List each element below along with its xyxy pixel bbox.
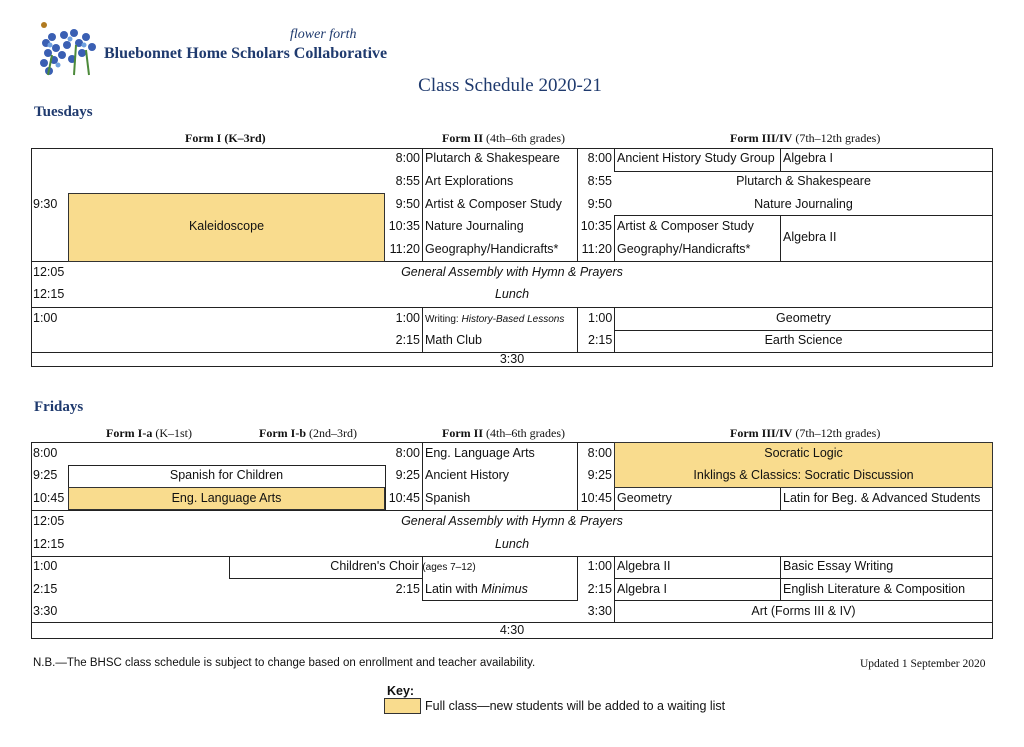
tue-lunch: Lunch	[494, 287, 530, 301]
fri-ela: Eng. Language Arts	[171, 491, 282, 505]
fri-art: Art (Forms III & IV)	[751, 604, 856, 618]
tue-f3-class: Ancient History Study Group	[617, 151, 775, 165]
tue-f3-earth: Earth Science	[764, 333, 843, 347]
tue-header-form3: Form III/IV (7th–12th grades)	[730, 131, 881, 145]
fri-f3-pm-time: 3:30	[587, 604, 612, 618]
tue-f2-pm-time: 2:15	[395, 333, 420, 347]
tue-end-time: 3:30	[499, 352, 525, 366]
tue-f2-time: 8:00	[395, 151, 420, 165]
fri-end-time: 4:30	[499, 623, 525, 637]
footer-note: N.B.—The BHSC class schedule is subject to change based on enrollment and teacher availability.	[33, 657, 536, 669]
fri-f3-time: 8:00	[587, 446, 612, 460]
tue-f2-class: Art Explorations	[425, 174, 514, 188]
fri-choir: Children's Choir (ages 7–12)	[330, 559, 476, 573]
tue-f3-pm-time: 1:00	[588, 311, 613, 325]
fri-header-form2: Form II (4th–6th grades)	[442, 426, 565, 440]
fri-pm-left-time: 1:00	[33, 559, 58, 573]
fri-socratic: Socratic Logic	[764, 446, 843, 460]
bluebonnet-logo	[34, 15, 114, 80]
key-swatch	[384, 698, 421, 714]
tue-header-form1: Form I (K–3rd)	[185, 131, 266, 145]
fri-lunch: Lunch	[494, 537, 530, 551]
fri-f3-time: 10:45	[580, 491, 612, 505]
tue-f3-class: Nature Journaling	[754, 197, 853, 211]
tue-f3-time: 8:55	[587, 174, 612, 188]
fri-left-time: 9:25	[33, 468, 58, 482]
tue-f3-time: 9:50	[587, 197, 612, 211]
tue-f3-class: Artist & Composer Study	[617, 219, 754, 233]
fri-assembly: General Assembly with Hymn & Prayers	[401, 514, 623, 528]
fri-f2-class: Eng. Language Arts	[425, 446, 535, 460]
tue-time-1215: 12:15	[33, 287, 65, 301]
fri-time-1215: 12:15	[33, 537, 65, 551]
fri-header-form1b: Form I-b (2nd–3rd)	[259, 426, 357, 440]
fri-header-form3: Form III/IV (7th–12th grades)	[730, 426, 881, 440]
tue-f2-class: Nature Journaling	[425, 219, 524, 233]
fri-f3-pm-time: 1:00	[587, 559, 612, 573]
tue-f2-writing: Writing: History-Based Lessons	[425, 314, 565, 325]
tue-f2-class: Artist & Composer Study	[425, 197, 562, 211]
fri-alg1: Algebra I	[617, 582, 668, 596]
tue-f3-time: 11:20	[581, 242, 612, 256]
fri-header-form1a: Form I-a (K–1st)	[106, 426, 192, 440]
fri-alg2: Algebra II	[617, 559, 671, 573]
day-heading-tuesdays: Tuesdays	[34, 104, 93, 120]
key-description: Full class—new students will be added to a waiting list	[425, 699, 726, 713]
tue-f3-geometry: Geometry	[776, 311, 831, 325]
tue-time-1205: 12:05	[33, 265, 65, 279]
tue-f3-time: 8:00	[587, 151, 612, 165]
fri-f2-pm-time: 2:15	[395, 582, 420, 596]
fri-f3-pm-time: 2:15	[587, 582, 612, 596]
key-title: Key:	[387, 684, 415, 698]
page-title: Class Schedule 2020-21	[418, 75, 602, 96]
tue-f2-time: 9:50	[395, 197, 420, 211]
fri-latin-minimus: Latin with Minimus	[425, 582, 528, 596]
fri-latin: Latin for Beg. & Advanced Students	[783, 491, 981, 505]
fri-left-time: 10:45	[33, 491, 65, 505]
tue-f3-class: Plutarch & Shakespeare	[736, 174, 871, 188]
fri-f2-class: Ancient History	[425, 468, 510, 482]
tue-f2-time: 8:55	[395, 174, 420, 188]
tue-f2-time: 10:35	[388, 219, 420, 233]
day-heading-fridays: Fridays	[34, 399, 84, 415]
tue-f3-class: Algebra I	[783, 151, 834, 165]
fri-f2-time: 9:25	[395, 468, 420, 482]
tue-f2-class: Geography/Handicrafts*	[425, 242, 559, 256]
fri-pm-left-time: 2:15	[33, 582, 58, 596]
tue-f3-time: 10:35	[580, 219, 612, 233]
motto: flower forth	[290, 27, 357, 42]
tue-f2-pm-time: 1:00	[395, 311, 420, 325]
footer-updated: Updated 1 September 2020	[860, 658, 986, 670]
fri-left-time: 8:00	[33, 446, 58, 460]
tue-kaleidoscope-label: Kaleidoscope	[188, 219, 265, 233]
fri-time-1205: 12:05	[33, 514, 65, 528]
tue-time-100: 1:00	[33, 311, 58, 325]
tue-header-form2: Form II (4th–6th grades)	[442, 131, 565, 145]
fri-spanish-children: Spanish for Children	[169, 468, 284, 482]
tue-time-930: 9:30	[33, 197, 58, 211]
tue-f2-class: Plutarch & Shakespeare	[425, 151, 560, 165]
fri-geometry: Geometry	[617, 491, 672, 505]
fri-essay: Basic Essay Writing	[783, 559, 894, 573]
tue-f3-pm-time: 2:15	[588, 333, 613, 347]
tue-assembly: General Assembly with Hymn & Prayers	[401, 265, 623, 279]
fri-f2-time: 8:00	[395, 446, 420, 460]
fri-f3-time: 9:25	[587, 468, 612, 482]
tue-f2-time: 11:20	[389, 242, 420, 256]
fri-englit: English Literature & Composition	[783, 582, 966, 596]
org-name: Bluebonnet Home Scholars Collaborative	[104, 45, 388, 62]
fri-f2-time: 10:45	[388, 491, 420, 505]
fri-inklings: Inklings & Classics: Socratic Discussion	[693, 468, 914, 482]
fri-f2-class: Spanish	[425, 491, 471, 505]
tue-f3-class: Algebra II	[783, 230, 837, 244]
tue-f2-math: Math Club	[425, 333, 482, 347]
tue-f3-class: Geography/Handicrafts*	[617, 242, 751, 256]
fri-pm-left-time: 3:30	[33, 604, 58, 618]
